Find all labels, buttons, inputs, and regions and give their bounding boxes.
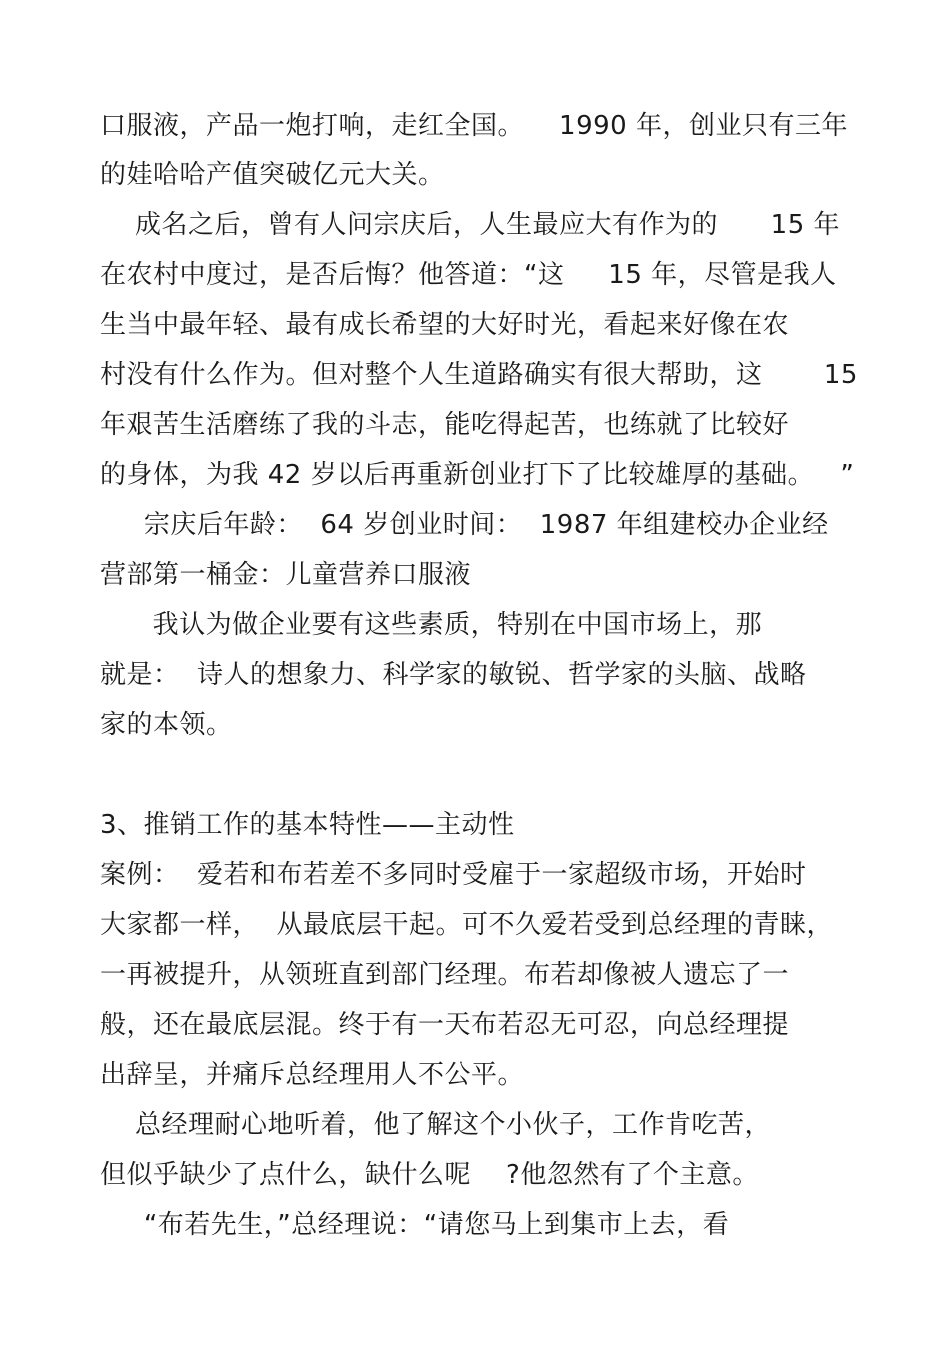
text-line: 口服液，产品一炮打响，走红全国。 1990 年，创业只有三年 [100,111,848,141]
text-line: 成名之后，曾有人问宗庆后，人生最应大有作为的 15 年 [100,210,840,240]
text-line: 总经理耐心地听着，他了解这个小伙子，工作肯吃苦， [100,1110,772,1140]
text-line: 在农村中度过，是否后悔？他答道：“这 15 年，尽管是我人 [100,260,837,290]
text-line: 家的本领。 [100,710,233,740]
text-line: 大家都一样， 从最底层干起。可不久爱若受到总经理的青睐， [100,910,834,940]
text-line: 般，还在最底层混。终于有一天布若忍无可忍，向总经理提 [100,1010,790,1040]
text-line: 村没有什么作为。但对整个人生道路确实有很大帮助，这 15 [100,360,858,390]
text-line: 年艰苦生活磨练了我的斗志，能吃得起苦，也练就了比较好 [100,410,790,440]
text-line: 但似乎缺少了点什么，缺什么呢 ?他忽然有了个主意。 [100,1160,759,1190]
text-line: 的娃哈哈产值突破亿元大关。 [100,160,445,190]
text-line: 出辞呈，并痛斥总经理用人不公平。 [100,1060,525,1090]
text-line: 营部第一桶金：儿童营养口服液 [100,560,472,590]
text-line: 的身体，为我 42 岁以后再重新创业打下了比较雄厚的基础。 ” [100,460,855,490]
text-line: 就是： 诗人的想象力、科学家的敏锐、哲学家的头脑、战略 [100,660,807,690]
section-heading: 3、推销工作的基本特性——主动性 [100,810,515,840]
text-line: 生当中最年轻、最有成长希望的大好时光，看起来好像在农 [100,310,790,340]
text-line: 宗庆后年龄： 64 岁创业时间： 1987 年组建校办企业经 [100,510,829,540]
text-line: 我认为做企业要有这些素质，特别在中国市场上，那 [100,610,763,640]
text-line: 案例： 爱若和布若差不多同时受雇于一家超级市场，开始时 [100,860,807,890]
text-line: 一再被提升，从领班直到部门经理。布若却像被人遗忘了一 [100,960,790,990]
text-line: “布若先生，”总经理说：“请您马上到集市上去，看 [100,1210,730,1240]
